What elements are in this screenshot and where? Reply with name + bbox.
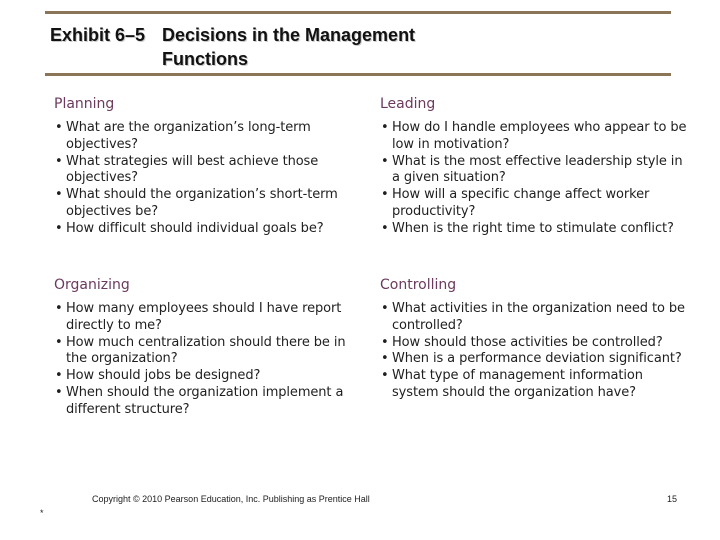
list-item-text: When is the right time to stimulate conflict? <box>392 220 674 236</box>
list-item <box>54 368 364 385</box>
bullet-icon: • <box>381 368 389 384</box>
bullet-icon: • <box>55 153 63 169</box>
list-item-text: How should jobs be designed? <box>66 368 261 384</box>
list-item-text: What strategies will best achieve those objectives? <box>66 153 319 186</box>
bullet-icon: • <box>381 351 389 367</box>
bullet-icon: • <box>381 334 389 350</box>
list-item-text: What activities in the organization need to be controlled? <box>392 301 685 333</box>
leading-heading: Leading <box>380 96 436 112</box>
planning-quadrant <box>54 95 364 238</box>
list-item <box>380 120 690 154</box>
exhibit-label: Exhibit 6–5 <box>50 25 146 45</box>
bullet-icon: • <box>381 301 389 316</box>
list-item <box>54 301 364 335</box>
list-item-text: How many employees should I have report directly to me? <box>66 301 342 333</box>
list-item-text: What are the organization’s long-term objectives? <box>66 120 311 152</box>
organizing-quadrant <box>54 276 364 419</box>
planning-list <box>54 120 364 238</box>
list-item-text: How difficult should individual goals be? <box>66 220 324 236</box>
list-item <box>54 154 364 188</box>
bullet-icon: • <box>381 187 389 203</box>
list-item <box>54 120 364 154</box>
controlling-heading: Controlling <box>380 277 457 293</box>
leading-quadrant <box>380 95 690 238</box>
controlling-quadrant <box>380 276 690 402</box>
bullet-icon: • <box>55 301 63 316</box>
list-item-text: How should those activities be controlled? <box>392 334 663 350</box>
bullet-icon: • <box>55 334 63 350</box>
bullet-icon: • <box>55 120 63 135</box>
organizing-heading: Organizing <box>54 277 130 293</box>
asterisk-mark: * <box>40 508 44 518</box>
list-item-text: When should the organization implement a different structure? <box>66 384 344 417</box>
copyright-notice: Copyright © 2010 Pearson Education, Inc. Publishing as Prentice Hall <box>92 494 370 504</box>
bullet-icon: • <box>55 384 63 400</box>
list-item <box>54 385 364 419</box>
controlling-list <box>380 301 690 402</box>
list-item <box>380 335 690 352</box>
bullet-icon: • <box>55 368 63 384</box>
list-item <box>54 221 364 238</box>
bullet-icon: • <box>55 187 63 203</box>
list-item <box>380 187 690 221</box>
bullet-icon: • <box>381 220 389 236</box>
title-line-2: Functions <box>162 49 248 69</box>
organizing-list <box>54 301 364 419</box>
list-item <box>380 301 690 335</box>
bullet-icon: • <box>55 220 63 236</box>
list-item <box>380 351 690 368</box>
list-item-text: What should the organization’s short-term objectives be? <box>66 187 338 219</box>
bullet-icon: • <box>381 120 389 135</box>
list-item-text: How much centralization should there be in the organization? <box>66 334 346 367</box>
list-item-text: What is the most effective leadership style in a given situation? <box>392 153 683 186</box>
leading-list <box>380 120 690 238</box>
list-item-text: How will a specific change affect worker productivity? <box>392 187 650 219</box>
list-item <box>54 187 364 221</box>
bottom-rule <box>45 73 671 76</box>
title-line-1: Decisions in the Management <box>162 25 416 45</box>
list-item <box>380 154 690 188</box>
list-item-text: What type of management information system should the organization have? <box>392 368 643 400</box>
bullet-icon: • <box>381 153 389 169</box>
page-number: 15 <box>667 494 678 504</box>
list-item-text: When is a performance deviation significant? <box>392 351 682 367</box>
list-item-text: How do I handle employees who appear to be low in motivation? <box>392 120 687 152</box>
planning-heading: Planning <box>54 96 115 112</box>
list-item <box>54 335 364 369</box>
top-rule <box>45 11 671 14</box>
list-item <box>380 368 690 402</box>
list-item <box>380 221 690 238</box>
